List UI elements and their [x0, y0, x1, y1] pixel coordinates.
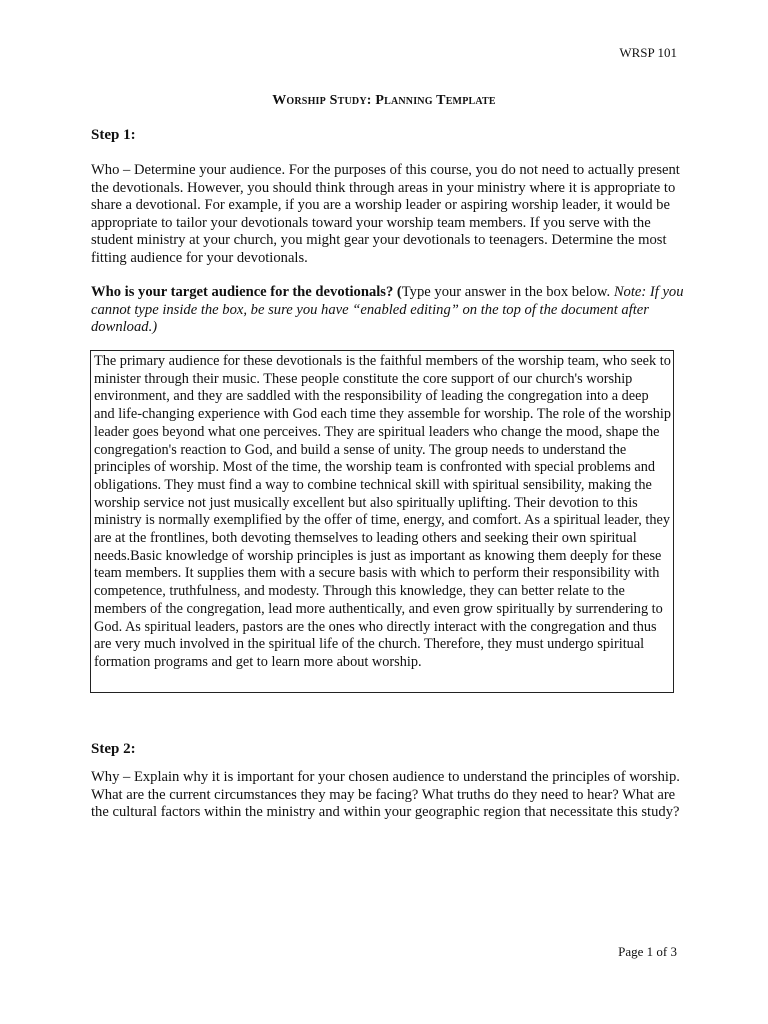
step1-instructions: Who – Determine your audience. For the purposes of this course, you do not need to actually present the devotionals. However, you should think through areas in your ministry where it is appropriate to share a devotional. For example, if you are a worship leader or aspiring worship leader, it would be appropriate to tailor your devotionals toward your worship team members. If you serve with the student ministry at your church, you might gear your devotionals to teenagers. Determine the most fitting audience for your devotionals.	[91, 162, 680, 266]
question-plain-text: Type your answer in the box below.	[401, 284, 614, 300]
document-title: Worship Study: Planning Template	[272, 93, 496, 108]
step1-question	[91, 284, 686, 337]
step2-instructions: Why – Explain why it is important for your chosen audience to understand the principles of worship. What are the current circumstances they may be facing? What truths do they need to hear? What are the cultural factors within the ministry and within your geographic region that necessitate this study?	[91, 769, 680, 821]
step1-heading: Step 1:	[91, 127, 136, 143]
course-code: WRSP 101	[619, 45, 677, 60]
page-number: Page 1 of 3	[618, 944, 677, 959]
question-bold-text: Who is your target audience for the devotionals? (	[91, 284, 402, 300]
step2-heading: Step 2:	[91, 741, 136, 757]
answer-textbox[interactable]: The primary audience for these devotionals is the faithful members of the worship team, who seek to minister through their music. These people constitute the core support of our church's worship environment, and they are saddled with the responsibility of leading the congregation into a deep and life-changing experience with God each time they assemble for worship. The role of the worship leader goes beyond what one perceives. They are spiritual leaders who change the mood, shape the congregation's reaction to God, and build a sense of unity. The group needs to understand the principles of worship. Most of the time, the worship team is confronted with special problems and obligations. They must find a way to combine technical skill with spiritual sensibility, making the worship service not just musically excellent but also spiritually uplifting. Their devotion to this ministry is normally exemplified by the offer of time, energy, and comfort. As a spiritual leader, they are at the frontlines, both devoting themselves to leading others and seeking their own spiritual needs.Basic knowledge of worship principles is just as important as knowing them deeply for these team members. It supplies them with a secure basis with which to perform their responsibility with competence, truthfulness, and modesty. Through this knowledge, they can better relate to the members of the congregation, lead more authentically, and even grow spiritually by surrendering to God. As spiritual leaders, pastors are the ones who directly interact with the congregation and thus are very much involved in the spiritual life of the church. Therefore, they must undergo spiritual formation programs and get to learn more about worship.	[90, 350, 674, 693]
question-note-text: Note: If you cannot type inside the box, be sure you have “enabled editing” on the top of the document after download.)	[91, 284, 684, 336]
